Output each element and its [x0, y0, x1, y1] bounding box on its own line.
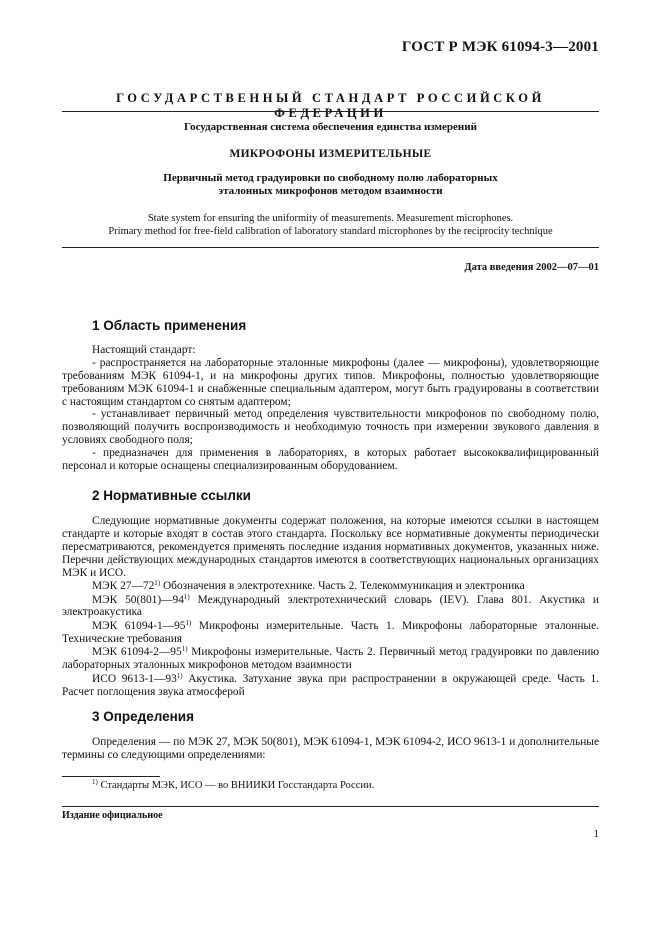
reference-code: ИСО 9613-1—93: [92, 672, 177, 685]
footnote-marker: 1): [92, 778, 98, 786]
subtitle-line: эталонных микрофонов методом взаимности: [218, 185, 443, 197]
section-1-paragraph: - распространяется на лабораторные эталонные микрофоны (далее — микрофоны), удовлетворяющие требованиям МЭК 61094-1, и на микрофоны других типов. Микрофоны, полностью удовлетворяющие требованиям МЭК 61094-1 и снабженные специальным адаптером, могут быть градуированы в соответствии с настоящим стандартом со снятым адаптером;: [62, 357, 599, 408]
footnote-marker: 1): [185, 618, 192, 627]
footnote: [92, 780, 374, 791]
reference-item: [62, 594, 599, 620]
footnote-marker: 1): [181, 645, 188, 654]
reference-title: Микрофоны измерительные. Часть 1. Микрофоны лабораторные эталонные. Технические требования: [62, 619, 599, 645]
section-3-paragraph: Определения — по МЭК 27, МЭК 50(801), МЭК 61094-1, МЭК 61094-2, ИСО 9613-1 и дополнительные термины со следующими определениями:: [62, 736, 599, 761]
edition-label: Издание официальное: [62, 810, 163, 821]
page-number: 1: [593, 828, 599, 840]
footnote-marker: 1): [154, 579, 161, 587]
reference-item: [62, 580, 599, 593]
english-title: [62, 212, 599, 238]
reference-item: [62, 673, 599, 699]
footnote-divider: [62, 776, 160, 777]
standard-system: Государственная система обеспечения единства измерений: [184, 121, 477, 133]
section-3-heading: 3 Определения: [92, 709, 194, 724]
footnote-marker: 1): [176, 671, 183, 680]
section-1-heading: 1 Область применения: [92, 318, 247, 333]
footnote-marker: 1): [183, 592, 190, 601]
reference-code: МЭК 27—72: [92, 580, 155, 592]
document-title: МИКРОФОНЫ ИЗМЕРИТЕЛЬНЫЕ: [229, 148, 432, 160]
footnote-text: Стандарты МЭК, ИСО — во ВНИИКИ Госстандарта России.: [97, 780, 375, 791]
section-2-intro: Следующие нормативные документы содержат положения, на которые имеются ссылки в настоящем стандарте и которые входят в состав этого стандарта. Поскольку все нормативные документы периодически пересматриваются, рекомендуется применять последние издания нормативных документов, указанных ниже. Перечни действующих международных стандартов имеются в соответствующих национальных организациях МЭК и ИСО.: [62, 515, 599, 579]
title-divider: [62, 247, 599, 248]
reference-title: Микрофоны измерительные. Часть 2. Первичный метод градуировки по давлению лабораторных эталонных микрофонов методом взаимности: [62, 646, 599, 672]
reference-title: Обозначения в электротехнике. Часть 2. Телекоммуникация и электроника: [160, 580, 525, 592]
section-1-paragraph: - предназначен для применения в лабораториях, в которых работает высококвалифицированный персонал и которые оснащены специализированным оборудованием.: [62, 447, 599, 472]
reference-code: МЭК 50(801)—94: [92, 593, 184, 606]
english-title-line: Primary method for free-field calibration of laboratory standard microphones by the reciprocity technique: [108, 226, 553, 237]
document-number: ГОСТ Р МЭК 61094-3—2001: [401, 39, 599, 55]
english-title-line: State system for ensuring the uniformity of measurements. Measurement microphones.: [147, 213, 514, 224]
document-subtitle: [62, 172, 599, 198]
section-2-heading: 2 Нормативные ссылки: [92, 488, 251, 503]
section-1-paragraph: - устанавливает первичный метод определения чувствительности микрофонов по свободному полю, позволяющий получить воспроизводимость и необходимую точность при измерении звукового давления в условиях свободного поля;: [62, 408, 599, 446]
organization-header: ГОСУДАРСТВЕННЫЙ СТАНДАРТ РОССИЙСКОЙ ФЕДЕРАЦИИ: [116, 91, 545, 120]
footer-divider: [62, 806, 599, 807]
reference-title: Акустика. Затухание звука при распространении в окружающей среде. Часть 1. Расчет поглощения звука атмосферой: [62, 672, 599, 698]
reference-title: Международный электротехнический словарь (IEV). Глава 801. Акустика и электроакустика: [62, 593, 599, 619]
subtitle-line: Первичный метод градуировки по свободному полю лабораторных: [163, 172, 498, 184]
section-1-paragraph: Настоящий стандарт:: [92, 344, 196, 356]
reference-code: МЭК 61094-2—95: [92, 646, 182, 659]
reference-item: [62, 620, 599, 646]
header-divider: [62, 111, 599, 112]
reference-code: МЭК 61094-1—95: [92, 619, 186, 632]
normative-references-list: [62, 580, 599, 699]
reference-item: [62, 646, 599, 672]
introduction-date: Дата введения 2002—07—01: [464, 262, 599, 273]
